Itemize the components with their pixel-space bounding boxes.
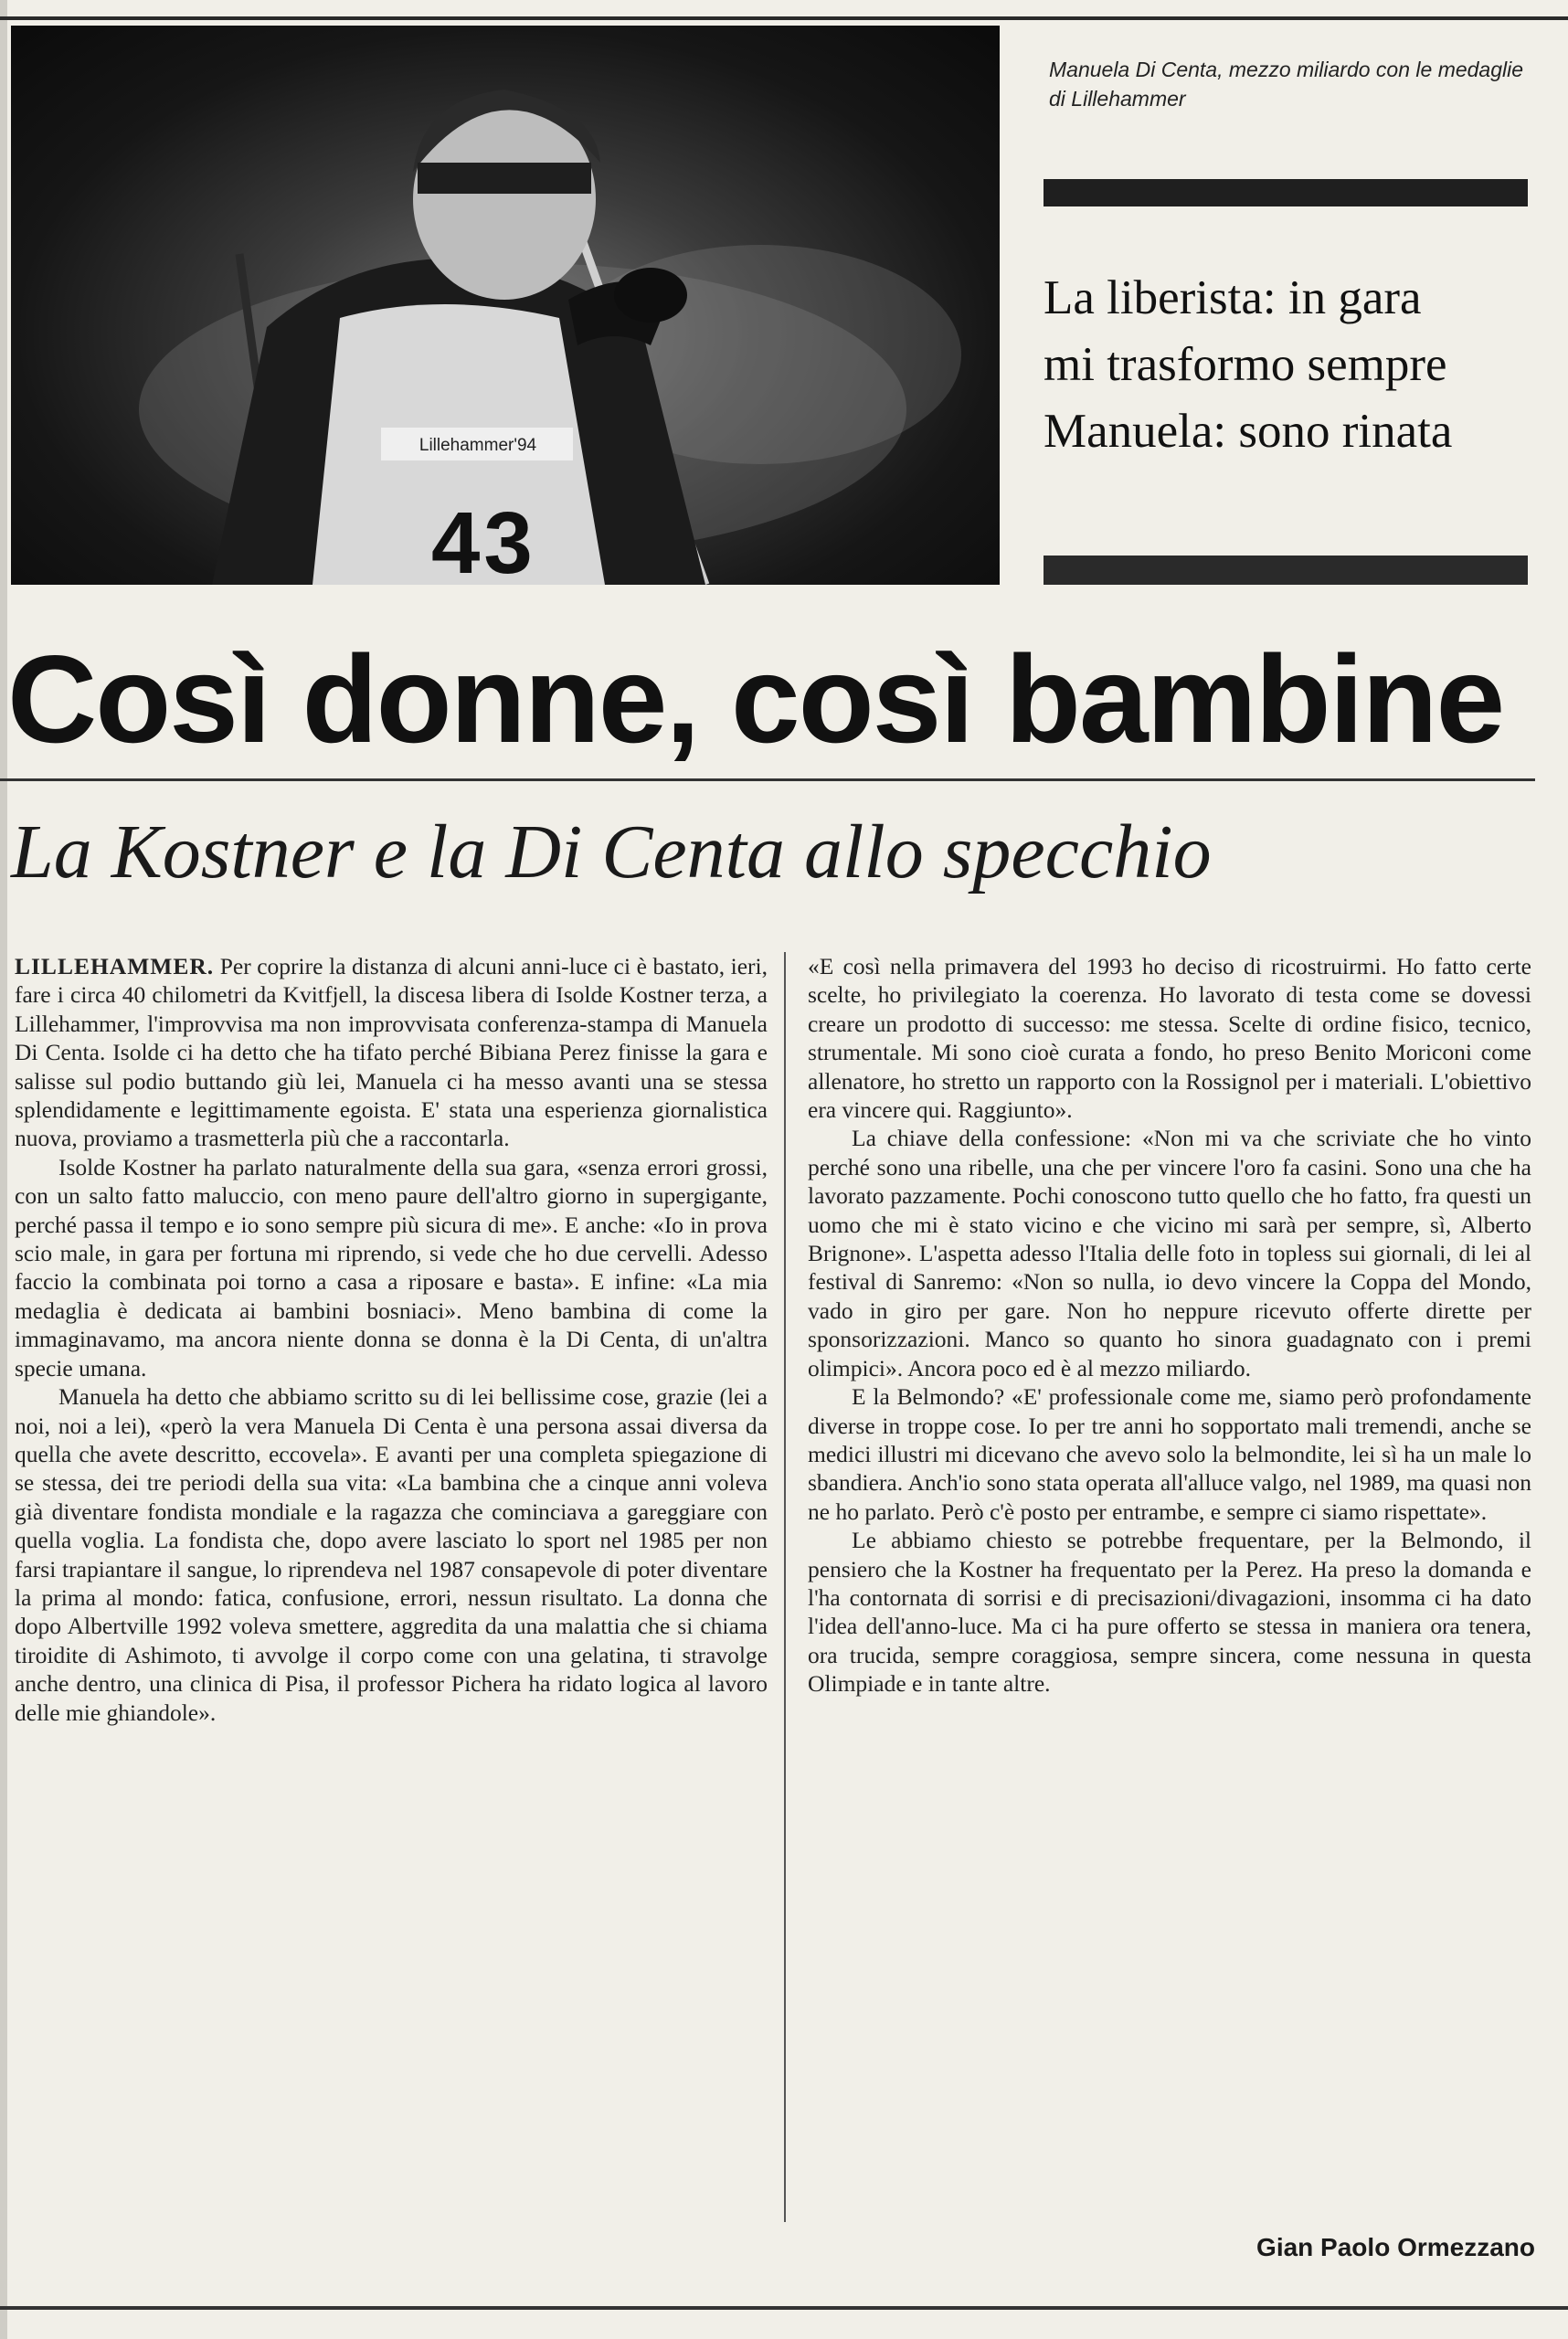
article-paragraph: «E così nella primavera del 1993 ho deciso di ricostruirmi. Ho fatto certe scelte, ho privilegiato la coerenza. Ho lavorato di testa come se dovessi creare un prodotto di successo: me stessa. Scelte di ordine fisico, tecnico, strumentale. Mi sono cioè curata a fondo, ho preso Benito Moriconi come allenatore, ho stretto un rapporto con la Rossignol per i materiali. L'obiettivo era vincere qui. Raggiunto». bbox=[808, 953, 1531, 1124]
top-rule bbox=[0, 16, 1568, 20]
subhead bbox=[1044, 265, 1564, 465]
article-paragraph: La chiave della confessione: «Non mi va che scriviate che ho vinto perché sono una ribelle, una che per vincere l'oro fa casini. Sono una che ha lavorato pazzamente. Pochi conoscono tutto quello che ho fatto, fra questi un uomo che mi è stato vicino e che vicino mi sarà per sempre, sì, Alberto Brignone». L'aspetta adesso l'Italia delle foto in topless sui giornali, di lei al festival di Sanremo: «Non so nulla, io devo vincere la Coppa del Mondo, vado in giro per gare. Non ho neppure ricevuto offerte dirette per sponsorizzazioni. Manco so quanto ho sinora guadagnato con i premi olimpici». Ancora poco ed è al mezzo miliardo. bbox=[808, 1125, 1531, 1381]
skier-photo bbox=[11, 26, 1000, 585]
article-paragraph: Isolde Kostner ha parlato naturalmente della sua gara, «senza errori grossi, con un salto fatto maluccio, con meno paure dell'altro giorno in supergigante, perché passa il tempo e io sono sempre più sicura di me». E anche: «Io in prova scio male, in gara per fortuna mi riprendo, si vede che ho due cervelli. Adesso faccio la combinata poi torno a casa a riposare e basta». E infine: «La mia medaglia è dedicata ai bambini bosniaci». Meno bambina di come la immaginavamo, ma ancora niente donna se donna è la Di Centa, di un'altra specie umana. bbox=[15, 1153, 768, 1381]
byline: Gian Paolo Ormezzano bbox=[1256, 2233, 1535, 2261]
column-divider bbox=[784, 952, 786, 2222]
subhead-line-1: La liberista: in gara bbox=[1044, 271, 1422, 324]
article-column-left bbox=[15, 952, 768, 1727]
subhead-divider-bar bbox=[1044, 556, 1528, 585]
page-edge bbox=[0, 0, 7, 2339]
article-column-right bbox=[808, 952, 1531, 1699]
paragraph-text: Per coprire la distanza di alcuni anni-luce ci è bastato, ieri, fare i circa 40 chilometri da Kvitfjell, la discesa libera di Isolde Kostner terza, a Lillehammer, l'improvvisa ma non improvvisata conferenza-stampa di Manuela Di Centa. Isolde ci ha detto che ha tifato perché Bibiana Perez finisse la gara e salisse sul podio buttando giù lei, Manuela ci ha messo avanti una se stessa splendidamente e legittimamente egoista. E' stata una esperienza giornalistica nuova, proviamo a trasmetterla più che a raccontarla. bbox=[15, 953, 768, 1152]
article-paragraph: Le abbiamo chiesto se potrebbe frequentare, per la Belmondo, il pensiero che la Kostner ha frequentato per la Perez. Ha preso la domanda e l'ha contornata di sorrisi e di precisazioni/divagazioni, insomma ci ha dato l'idea dell'anno-luce. Ma ci ha pure offerto se stessa in maniera ora tenera, ora trucida, sempre coraggiosa, sempre sincera, come nessuna in questa Olimpiade e in tante altre. bbox=[808, 1527, 1531, 1698]
article-paragraph bbox=[15, 952, 768, 1153]
photo-caption: Manuela Di Centa, mezzo miliardo con le medaglie di Lillehammer bbox=[1049, 58, 1524, 111]
bib-number: 43 bbox=[431, 494, 536, 585]
bib-sponsor-text: Lillehammer'94 bbox=[418, 436, 537, 455]
bottom-rule bbox=[0, 2306, 1568, 2310]
subhead-line-3: Manuela: sono rinata bbox=[1044, 405, 1453, 458]
dek: La Kostner e la Di Centa allo specchio bbox=[11, 810, 1212, 894]
article-paragraph: Manuela ha detto che abbiamo scritto su di lei bellissime cose, grazie (lei a noi, noi a lei), «però la vera Manuela Di Centa è una persona assai diversa da quella che avete descritto, eccovela». E avanti per una completa spiegazione di se stessa, dei tre periodi della sua vita: «La bambina che a cinque anni voleva già diventare fondista mondiale e la ragazza che cominciava a gareggiare con quella voglia. La fondista che, dopo avere lasciato lo sport nel 1985 per non farsi trapiantare il sangue, lo riprendeva nel 1987 consapevole di poter diventare la prima al mondo: fatica, confusione, errori, nessun risultato. La donna che dopo Albertville 1992 voleva smettere, aggredita da una malattia che si chiama tiroidite di Ashimoto, ti avvolge il corpo come con una gelatina, ti stravolge anche dentro, una clinica di Pisa, il professor Pichera ha ridato logica al lavoro delle mie ghiandole». bbox=[15, 1383, 768, 1726]
dateline: LILLEHAMMER. bbox=[15, 953, 215, 979]
headline-rule bbox=[0, 778, 1535, 781]
headline: Così donne, così bambine bbox=[7, 630, 1504, 768]
subhead-line-2: mi trasformo sempre bbox=[1044, 338, 1447, 391]
caption-divider-bar bbox=[1044, 179, 1528, 206]
article-paragraph: E la Belmondo? «E' professionale come me, siamo però profondamente diverse in troppe cose. Io per tre anni ho sopportato mali tremendi, anche se medici illustri mi dicevano che avevo solo la belmondite, lei sì ha un male lo sbandiera. Anch'io sono stata operata all'alluce valgo, nel 1989, ma quasi non ne ho parlato. Però c'è posto per entrambe, e sempre ci siamo rispettate». bbox=[808, 1383, 1531, 1525]
